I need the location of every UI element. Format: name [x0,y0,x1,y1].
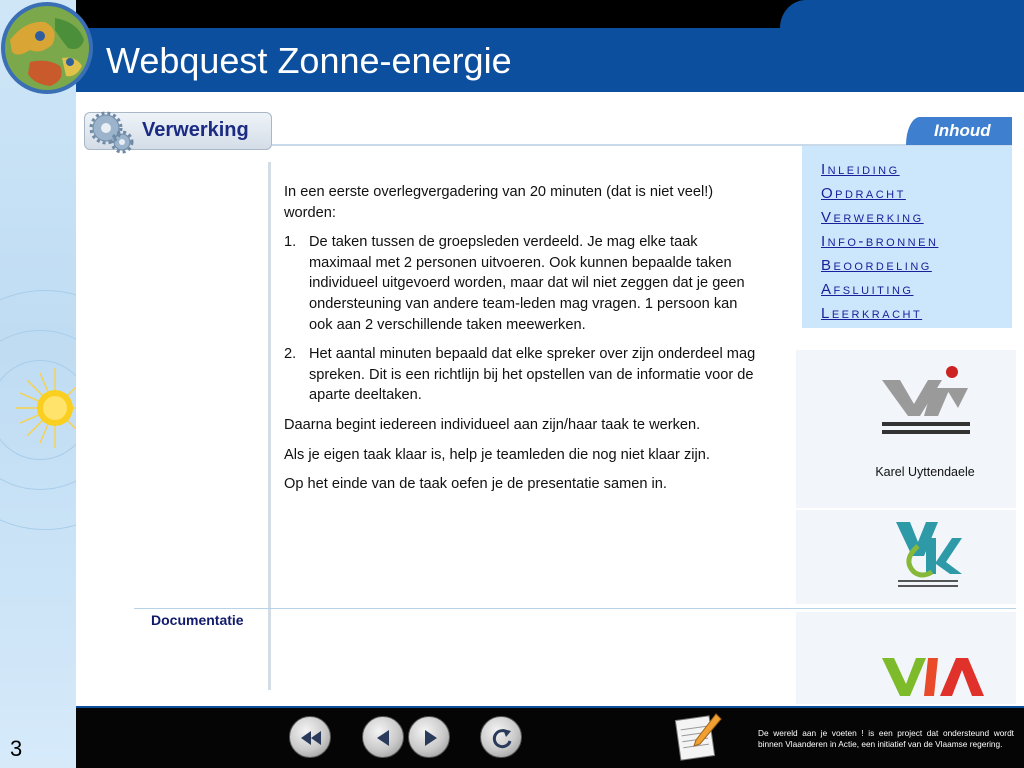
menu-item-afsluiting[interactable]: Afsluiting [821,281,914,298]
list-item [284,232,756,335]
footer-text: De wereld aan je voeten ! is een project dat ondersteund wordt binnen Vlaanderen in Actie, een initiatief van de Vlaamse regering. [758,728,1014,749]
menu-item-beoordeling[interactable]: Beoordeling [821,257,932,274]
table-of-contents-menu [802,146,1012,328]
menu-item-verwerking[interactable]: Verwerking [821,209,924,226]
arrow-left-icon [363,717,405,759]
intro-text: In een eerste overlegvergadering van 20 minuten (dat is niet veel!) worden: [284,184,714,221]
inhoud-title: Inhoud [934,121,991,140]
section-title: Verwerking [142,119,249,141]
rewind-icon [290,717,332,759]
list-item [284,344,756,406]
task-list [284,232,756,406]
arrow-right-icon [409,717,451,759]
documentation-label: Documentatie [151,612,244,628]
main-content [284,182,756,504]
first-slide-button[interactable] [289,716,331,758]
paragraph: Op het einde van de taak oefen je de presentatie samen in. [284,476,667,493]
previous-slide-button[interactable] [362,716,404,758]
next-slide-button[interactable] [408,716,450,758]
return-icon [481,717,523,759]
menu-item-opdracht[interactable]: Opdracht [821,185,906,202]
list-text: Het aantal minuten bepaald dat elke spreker over zijn onderdeel mag spreken. Dit is een richtlijn bij het opstellen van de informatie voor de aparte deeltaken. [309,346,756,404]
gear-icon [86,106,136,156]
inhoud-tab [906,117,1012,145]
via-logo-icon [880,654,986,698]
sun-icon [0,348,76,468]
list-number: 2. [284,346,297,363]
horizontal-divider [134,608,1016,609]
vik-logo-icon [892,516,964,590]
left-decoration-strip [0,0,76,768]
page-title: Webquest Zonne-energie [106,40,512,81]
menu-item-leerkracht[interactable]: Leerkracht [821,305,923,322]
list-text: De taken tussen de groepsleden verdeeld. Je mag elke taak maximaal met 2 personen uitvoeren. Ook kunnen bepaalde taken individueel uitgevoerd worden, maar dat wil niet zeggen dat je geen ondersteuning van andere team-leden mag vragen. 1 persoon kan ook aan 2 verschillende taken meewerken. [309,234,745,333]
paragraph: Daarna begint iedereen individueel aan zijn/haar taak te werken. [284,416,701,433]
return-button[interactable] [480,716,522,758]
header-top-curve [780,0,1024,28]
kviv-logo-icon [880,364,972,438]
list-number: 1. [284,234,297,251]
notepad-pencil-icon[interactable] [672,710,724,762]
menu-item-info-bronnen[interactable]: Info-bronnen [821,233,939,250]
vertical-divider [268,162,271,690]
slide-number: 3 [10,736,23,761]
paragraph: Als je eigen taak klaar is, help je teamleden die nog niet klaar zijn. [284,446,710,463]
sponsor-name: Karel Uyttendaele [875,465,975,479]
globe-logo-icon [0,0,96,96]
menu-item-inleiding[interactable]: Inleiding [821,161,900,178]
